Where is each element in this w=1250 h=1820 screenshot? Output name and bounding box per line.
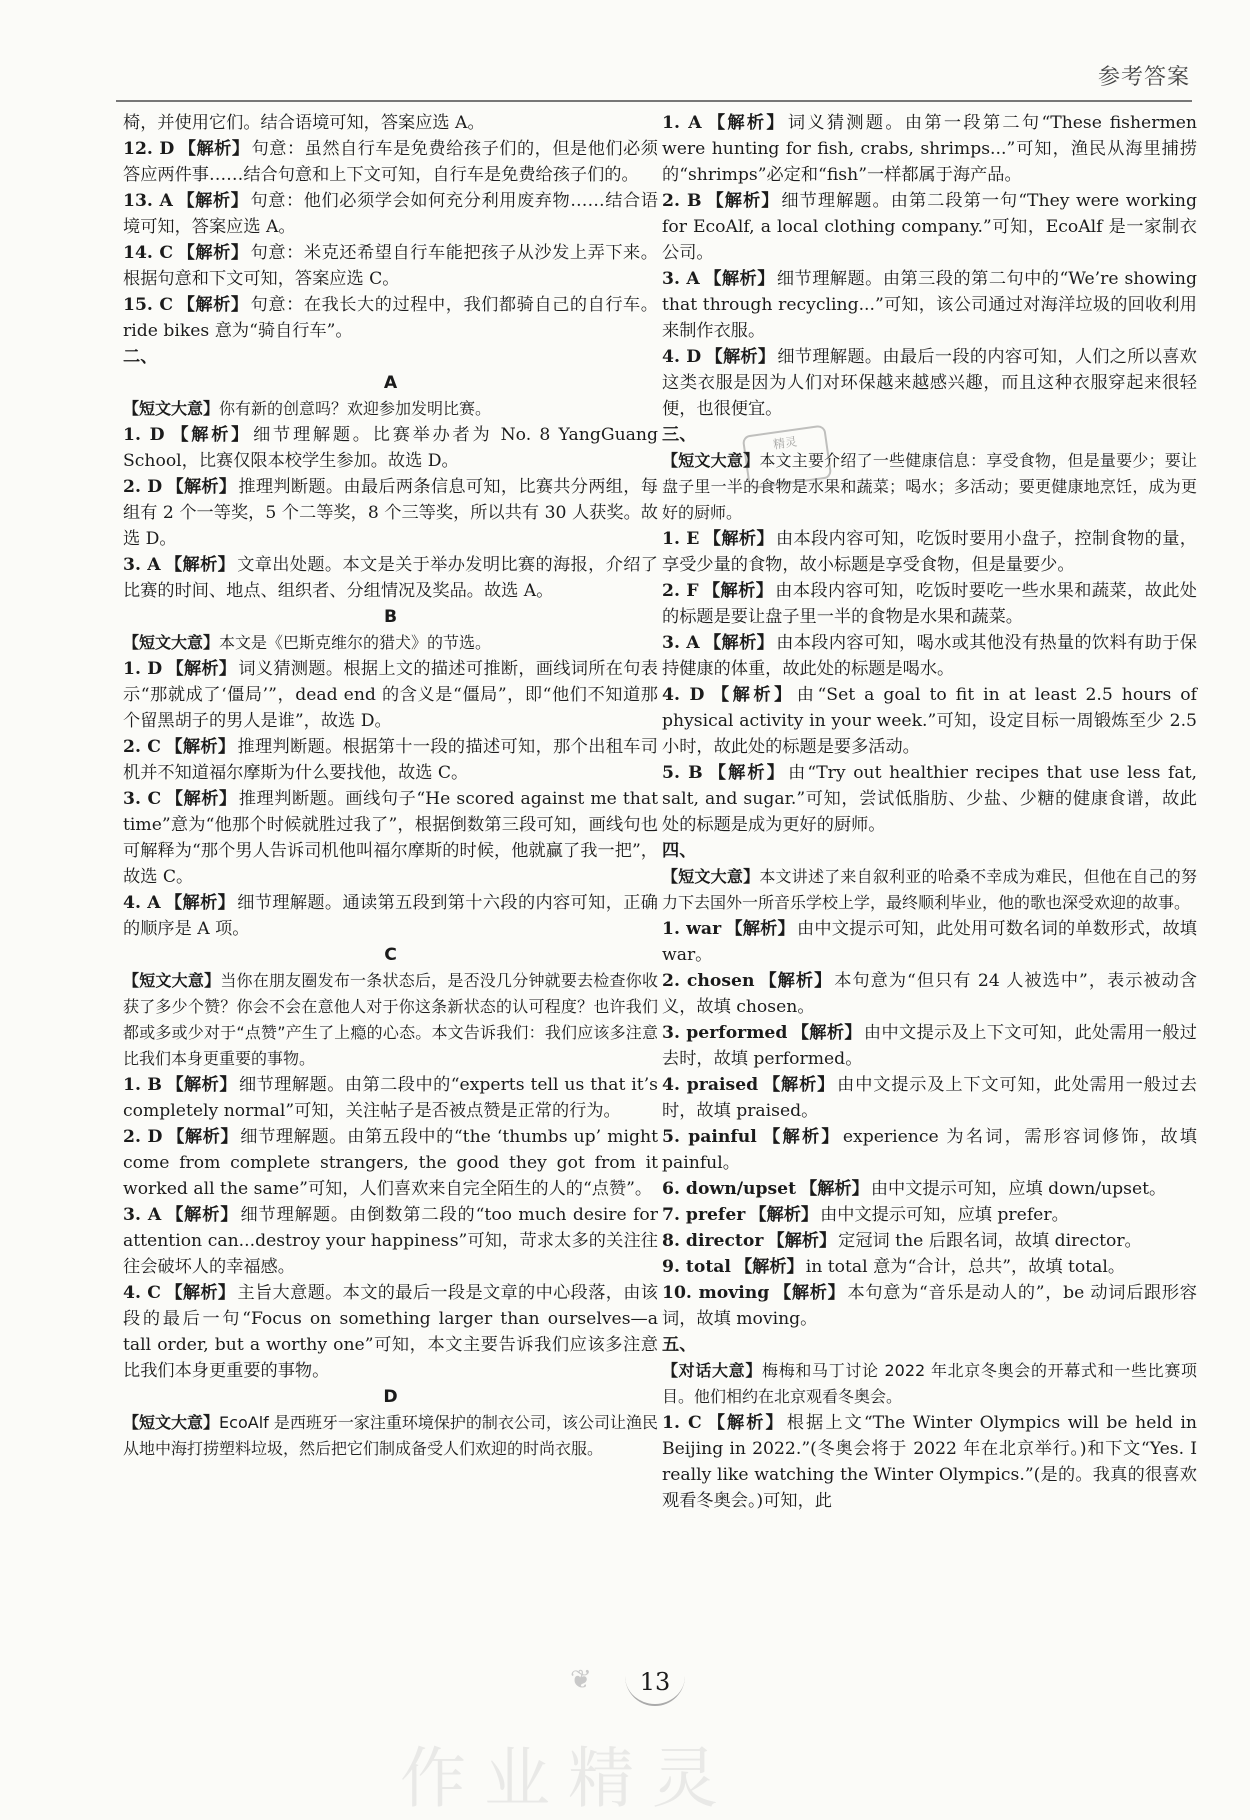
answer-number: 2. C — [123, 737, 161, 757]
answer-item — [123, 1280, 658, 1384]
answer-item — [662, 1176, 1197, 1202]
answer-number: 3. A — [662, 269, 700, 289]
answer-item — [662, 1202, 1197, 1228]
passage-letter: B — [383, 607, 398, 627]
analysis-tag: 【解析】 — [165, 1205, 239, 1225]
answer-item — [123, 422, 658, 474]
left-column — [123, 110, 658, 1462]
analysis-tag: 【解析】 — [177, 295, 249, 315]
analysis-tag: 【解析】 — [703, 529, 774, 549]
section-heading: 五、 — [662, 1335, 697, 1355]
analysis-tag: 【解析】 — [705, 191, 780, 211]
answer-item — [123, 1124, 658, 1202]
summary-text: 本文主要介绍了一些健康信息：享受食物，但是量要少；要让盘子里一半的食物是水果和蔬菜；喝水；多活动；要更健康地烹饪，成为更好的厨师。 — [662, 451, 1197, 522]
watermark: 作业精灵 — [400, 1740, 736, 1817]
answer-number: 3. performed — [662, 1023, 788, 1043]
analysis-text: 由中文提示可知，应填 down/upset。 — [870, 1179, 1167, 1199]
answer-item — [662, 630, 1197, 682]
analysis-text: 根据上文“The Winter Olympics will be held in Beijing in 2022.”(冬奥会将于 2022 年在北京举行。)和下文“Yes. I really like watching the Winter Olympics.”(是的。我真的很喜欢观看冬奥会。)可知，此 — [662, 1413, 1197, 1511]
text-line: 椅，并使用它们。结合语境可知，答案应选 A。 — [123, 113, 485, 133]
answer-item — [662, 916, 1197, 968]
summary-text: EcoAlf 是西班牙一家注重环境保护的制衣公司，该公司让渔民从地中海打捞塑料垃圾，然后把它们制成备受人们欢迎的时尚衣服。 — [123, 1413, 658, 1458]
answer-item — [123, 136, 658, 188]
answer-number: 4. D — [662, 347, 702, 367]
ink-stamp: 精灵 — [742, 424, 833, 489]
analysis-text: 由本段内容可知，喝水或其他没有热量的饮料有助于保持健康的体重，故此处的标题是喝水。 — [662, 633, 1197, 679]
answer-item — [662, 1124, 1197, 1176]
analysis-tag: 【解析】 — [705, 113, 786, 133]
answer-number: 4. C — [123, 1283, 161, 1303]
summary-tag: 【短文大意】 — [123, 971, 221, 990]
answer-item — [662, 1410, 1197, 1514]
analysis-tag: 【解析】 — [164, 1283, 236, 1303]
analysis-text: 文章出处题。本文是关于举办发明比赛的海报，介绍了比赛的时间、地点、组织者、分组情况及奖品。故选 A。 — [123, 555, 658, 601]
answer-number: 1. A — [662, 113, 702, 133]
answer-number: 3. C — [123, 789, 162, 809]
answer-number: 2. F — [662, 581, 699, 601]
analysis-text: 推理判断题。由最后两条信息可知，比赛共分两组，每组有 2 个一等奖，5 个二等奖，8 个三等奖，所以共有 30 人获奖。故选 D。 — [123, 477, 658, 549]
passage-summary — [662, 1358, 1197, 1410]
analysis-tag: 【解析】 — [703, 269, 775, 289]
answer-number: 1. E — [662, 529, 700, 549]
answer-item — [123, 734, 658, 786]
analysis-text: 由中文提示及上下文可知，此处需用一般过去时，故填 performed。 — [662, 1023, 1197, 1069]
summary-text: 本文讲述了来自叙利亚的哈桑不幸成为难民，但他在自己的努力下去国外一所音乐学校上学，最终顺利毕业，他的歌也深受欢迎的故事。 — [662, 867, 1197, 912]
analysis-tag: 【解析】 — [178, 139, 250, 159]
answer-item — [662, 682, 1197, 760]
analysis-text: experience 为名词，需形容词修饰，故填 painful。 — [662, 1127, 1197, 1173]
analysis-text: 推理判断题。画线句子“He scored against me that time”意为“他那个时候就胜过我了”，根据倒数第三段可知，画线句也可解释为“那个男人告诉司机他叫福尔摩斯的时候，他就赢了我一把”，故选 C。 — [123, 789, 658, 887]
answer-number: 6. down/upset — [662, 1179, 797, 1199]
answer-number: 3. A — [662, 633, 700, 653]
answer-number: 1. D — [123, 425, 165, 445]
answer-number: 1. war — [662, 919, 722, 939]
passage-summary — [123, 968, 658, 1072]
analysis-tag: 【解析】 — [773, 1283, 846, 1303]
analysis-tag: 【解析】 — [758, 971, 833, 991]
answer-number: 4. D — [662, 685, 705, 705]
answer-number: 2. D — [123, 477, 163, 497]
analysis-tag: 【解析】 — [176, 191, 249, 211]
answer-number: 2. B — [662, 191, 702, 211]
passage-summary — [123, 396, 658, 422]
analysis-text: 句意：他们必须学会如何充分利用废弃物……结合语境可知，答案应选 A。 — [123, 191, 658, 237]
analysis-text: 句意：虽然自行车是免费给孩子们的，但是他们必须答应两件事……结合句意和上下文可知，自行车是免费给孩子们的。 — [123, 139, 658, 185]
analysis-text: 本句意为“音乐是动人的”，be 动词后跟形容词，故填 moving。 — [662, 1283, 1197, 1329]
analysis-tag: 【解析】 — [725, 919, 795, 939]
page-number: 13 — [625, 1668, 685, 1706]
answer-item — [123, 890, 658, 942]
summary-tag: 【短文大意】 — [662, 451, 760, 470]
passage-letter: A — [383, 373, 398, 393]
analysis-tag: 【解析】 — [168, 425, 252, 445]
summary-tag: 【短文大意】 — [123, 399, 220, 418]
passage-summary — [662, 864, 1197, 916]
page-ornament-icon: ❦ — [570, 1665, 592, 1695]
passage-letter: D — [383, 1387, 398, 1407]
section-heading: 三、 — [662, 425, 697, 445]
section-heading: 二、 — [123, 347, 158, 367]
analysis-text: 由本段内容可知，吃饭时要吃一些水果和蔬菜，故此处的标题是要让盘子里一半的食物是水果和蔬菜。 — [662, 581, 1197, 627]
analysis-text: 推理判断题。根据第十一段的描述可知，那个出租车司机并不知道福尔摩斯为什么要找他，故选 C。 — [123, 737, 658, 783]
answer-item — [662, 1020, 1197, 1072]
right-column — [662, 110, 1197, 1514]
analysis-text: 细节理解题。由倒数第二段的“too much desire for attention can...destroy your happiness”可知，苛求太多的关注往往会破坏人的幸福感。 — [123, 1205, 658, 1277]
analysis-tag: 【解析】 — [164, 893, 236, 913]
analysis-tag: 【解析】 — [767, 1231, 837, 1251]
analysis-text: 定冠词 the 后跟名词，故填 director。 — [838, 1231, 1142, 1251]
answer-item — [662, 266, 1197, 344]
answer-item — [662, 344, 1197, 422]
analysis-text: 主旨大意题。本文的最后一段是文章的中心段落，由该段的最后一句“Focus on something larger than ourselves—a tall order, but a worthy one”可知，本文主要告诉我们应该多注意比我们本身更重要的事物。 — [123, 1283, 658, 1381]
analysis-tag: 【解析】 — [166, 659, 237, 679]
analysis-text: 词义猜测题。由第一段第二句“These fishermen were hunting for fish, crabs, shrimps...”可知，渔民从海里捕捞的“shrimps”必定和“fish”一样都属于海产品。 — [662, 113, 1197, 185]
answer-item — [123, 552, 658, 604]
answer-number: 8. director — [662, 1231, 764, 1251]
answer-item — [662, 526, 1197, 578]
answer-item — [123, 1072, 658, 1124]
answer-number: 3. A — [123, 1205, 162, 1225]
section-heading: 四、 — [662, 841, 697, 861]
analysis-tag: 【解析】 — [165, 1075, 237, 1095]
answer-item — [662, 188, 1197, 266]
analysis-text: 本句意为“但只有 24 人被选中”，表示被动含义，故填 chosen。 — [662, 971, 1197, 1017]
analysis-tag: 【解析】 — [760, 1127, 841, 1147]
answer-item — [662, 760, 1197, 838]
answer-item — [662, 578, 1197, 630]
analysis-tag: 【解析】 — [164, 737, 236, 757]
summary-tag: 【短文大意】 — [662, 867, 760, 886]
answer-number: 12. D — [123, 139, 175, 159]
answer-number: 2. D — [123, 1127, 163, 1147]
answer-number: 13. A — [123, 191, 173, 211]
passage-summary — [662, 448, 1197, 526]
answer-number: 3. A — [123, 555, 161, 575]
summary-tag: 【短文大意】 — [123, 633, 220, 652]
answer-number: 5. B — [662, 763, 703, 783]
answer-item — [123, 1202, 658, 1280]
summary-text: 本文是《巴斯克维尔的猎犬》的节选。 — [219, 633, 492, 652]
answer-number: 10. moving — [662, 1283, 770, 1303]
answer-item — [662, 110, 1197, 188]
analysis-tag: 【解析】 — [791, 1023, 862, 1043]
analysis-text: 细节理解题。由第二段中的“experts tell us that it’s completely normal”可知，关注帖子是否被点赞是正常的行为。 — [123, 1075, 658, 1121]
analysis-text: 由中文提示及上下文可知，此处需用一般过去时，故填 praised。 — [662, 1075, 1197, 1121]
answer-item — [662, 968, 1197, 1020]
analysis-text: in total 意为“合计，总共”，故填 total。 — [805, 1257, 1126, 1277]
answer-item — [123, 786, 658, 890]
passage-summary — [123, 1410, 658, 1462]
analysis-text: 细节理解题。由第二段第一句“They were working for EcoAlf, a local clothing company.”可知，EcoAlf 是一家制衣公司。 — [662, 191, 1197, 263]
answer-item — [662, 1254, 1197, 1280]
analysis-tag: 【解析】 — [800, 1179, 869, 1199]
answer-number: 7. prefer — [662, 1205, 746, 1225]
summary-text: 梅梅和马丁讨论 2022 年北京冬奥会的开幕式和一些比赛项目。他们相约在北京观看冬奥会。 — [662, 1361, 1197, 1406]
analysis-tag: 【解析】 — [177, 243, 249, 263]
analysis-text: 由中文提示可知，此处用可数名词的单数形式，故填 war。 — [662, 919, 1197, 965]
answer-number: 1. D — [123, 659, 163, 679]
analysis-tag: 【解析】 — [705, 1413, 785, 1433]
analysis-text: 词义猜测题。根据上文的描述可推断，画线词所在句表示“那就成了‘僵局’”，dead end 的含义是“僵局”，即“他们不知道那个留黑胡子的男人是谁”，故选 D。 — [123, 659, 658, 731]
answer-number: 15. C — [123, 295, 174, 315]
analysis-text: 由“Set a goal to fit in at least 2.5 hours of physical activity in your week.”可知，设定目标一周锻炼至少 2.5 小时，故此处的标题是要多活动。 — [662, 685, 1197, 757]
analysis-tag: 【解析】 — [164, 555, 236, 575]
answer-number: 9. total — [662, 1257, 731, 1277]
analysis-tag: 【解析】 — [166, 1127, 239, 1147]
analysis-text: 由“Try out healthier recipes that use less fat, salt, and sugar.”可知，尝试低脂肪、少盐、少糖的健康食谱，故此处的标题是成为更好的厨师。 — [662, 763, 1197, 835]
passage-letter: C — [384, 945, 397, 965]
analysis-text: 细节理解题。由第五段中的“the ‘thumbs up’ might come from complete strangers, the good they got from it worked all the same”可知，人们喜欢来自完全陌生的人的“点赞”。 — [123, 1127, 658, 1199]
answer-item — [662, 1280, 1197, 1332]
analysis-tag: 【解析】 — [734, 1257, 804, 1277]
header-rule — [116, 100, 1192, 102]
analysis-tag: 【解析】 — [166, 477, 237, 497]
analysis-text: 由中文提示可知，应填 prefer。 — [820, 1205, 1069, 1225]
answer-item — [123, 292, 658, 344]
answer-item — [662, 1228, 1197, 1254]
answer-number: 1. B — [123, 1075, 162, 1095]
summary-text: 当你在朋友圈发布一条状态后，是否没几分钟就要去检查你收获了多少个赞？你会不会在意他人对于你这条新状态的认可程度？也许我们都或多或少对于“点赞”产生了上瘾的心态。本文告诉我们：我们应该多注意比我们本身更重要的事物。 — [123, 971, 658, 1068]
answer-item — [662, 1072, 1197, 1124]
summary-tag: 【短文大意】 — [123, 1413, 220, 1432]
answer-number: 4. praised — [662, 1075, 759, 1095]
analysis-text: 句意：米克还希望自行车能把孩子从沙发上弄下来。根据句意和下文可知，答案应选 C。 — [123, 243, 658, 289]
analysis-text: 由本段内容可知，吃饭时要用小盘子，控制食物的量，享受少量的食物，故小标题是享受食物，但是量要少。 — [662, 529, 1197, 575]
answer-number: 1. C — [662, 1413, 702, 1433]
answer-number: 4. A — [123, 893, 161, 913]
summary-text: 你有新的创意吗？欢迎参加发明比赛。 — [219, 399, 492, 418]
analysis-tag: 【解析】 — [706, 763, 787, 783]
analysis-tag: 【解析】 — [703, 633, 775, 653]
analysis-tag: 【解析】 — [762, 1075, 836, 1095]
answer-number: 5. painful — [662, 1127, 757, 1147]
answer-number: 14. C — [123, 243, 174, 263]
passage-summary — [123, 630, 658, 656]
answer-item — [123, 240, 658, 292]
page-header-title: 参考答案 — [1097, 65, 1190, 90]
analysis-text: 细节理解题。由第三段的第二句中的“We’re showing that through recycling...”可知，该公司通过对海洋垃圾的回收利用来制作衣服。 — [662, 269, 1197, 341]
analysis-text: 细节理解题。通读第五段到第十六段的内容可知，正确的顺序是 A 项。 — [123, 893, 658, 939]
summary-tag: 【对话大意】 — [662, 1361, 763, 1380]
answer-number: 2. chosen — [662, 971, 755, 991]
analysis-tag: 【解析】 — [702, 581, 774, 601]
answer-item — [123, 474, 658, 552]
analysis-text: 句意：在我长大的过程中，我们都骑自己的自行车。ride bikes 意为“骑自行车”。 — [123, 295, 658, 341]
analysis-tag: 【解析】 — [165, 789, 237, 809]
analysis-tag: 【解析】 — [749, 1205, 819, 1225]
analysis-tag: 【解析】 — [705, 347, 776, 367]
answer-item — [123, 188, 658, 240]
analysis-text: 细节理解题。由最后一段的内容可知，人们之所以喜欢这类衣服是因为人们对环保越来越感兴趣，而且这种衣服穿起来很轻便，也很便宜。 — [662, 347, 1197, 419]
analysis-tag: 【解析】 — [708, 685, 795, 705]
answer-item — [123, 656, 658, 734]
analysis-text: 细节理解题。比赛举办者为 No. 8 YangGuang School，比赛仅限本校学生参加。故选 D。 — [123, 425, 658, 471]
